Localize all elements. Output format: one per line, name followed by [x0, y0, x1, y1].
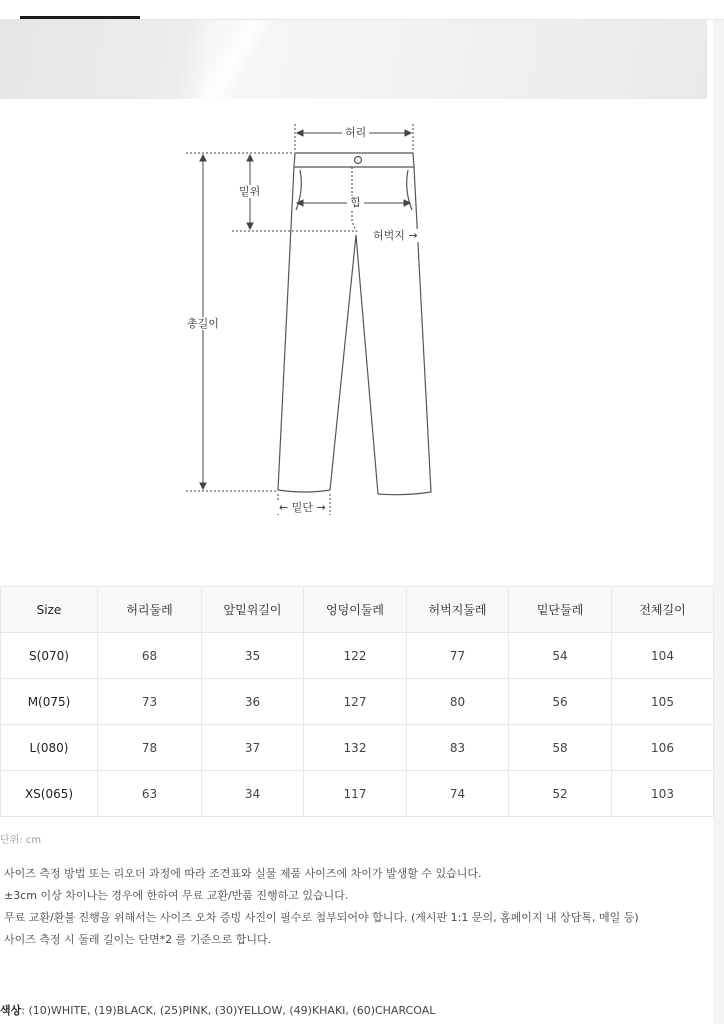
top-bar [0, 0, 724, 20]
header-size: Size [1, 587, 98, 633]
table-cell: 80 [407, 679, 509, 725]
table-cell: 34 [202, 771, 304, 817]
header-waist: 허리둘레 [98, 587, 202, 633]
table-cell: 83 [407, 725, 509, 771]
header-hem: 밑단둘레 [509, 587, 612, 633]
table-header-row [1, 587, 714, 633]
color-values: : (10)WHITE, (19)BLACK, (25)PINK, (30)YELLOW, (49)KHAKI, (60)CHARCOAL [21, 1004, 436, 1017]
size-notes [0, 866, 713, 954]
color-options [0, 1002, 435, 1018]
pants-outline-illustration [0, 110, 724, 530]
table-cell: 36 [202, 679, 304, 725]
table-cell: 58 [509, 725, 612, 771]
table-cell: 127 [304, 679, 407, 725]
table-cell: 56 [509, 679, 612, 725]
table-row [1, 679, 714, 725]
table-cell: 122 [304, 633, 407, 679]
table-cell: 73 [98, 679, 202, 725]
product-image-banner [0, 20, 707, 99]
size-chart-table [0, 586, 714, 817]
table-cell: 106 [612, 725, 714, 771]
table-cell: 77 [407, 633, 509, 679]
pants-size-diagram [0, 110, 724, 530]
table-cell: 52 [509, 771, 612, 817]
table-cell: 68 [98, 633, 202, 679]
size-cell: S(070) [1, 633, 98, 679]
waist-label: 허리 [342, 126, 369, 139]
table-row [1, 633, 714, 679]
note-line: 사이즈 측정 시 둘레 길이는 단면*2 를 기준으로 합니다. [4, 933, 272, 946]
thigh-label: 허벅지 → [370, 229, 421, 242]
size-cell: L(080) [1, 725, 98, 771]
table-cell: 37 [202, 725, 304, 771]
table-cell: 78 [98, 725, 202, 771]
table-cell: 35 [202, 633, 304, 679]
hip-label: 힙 [347, 196, 364, 209]
table-cell: 74 [407, 771, 509, 817]
table-cell: 103 [612, 771, 714, 817]
header-total-length: 전체길이 [612, 587, 714, 633]
fabric-highlight [182, 20, 278, 99]
table-cell: 63 [98, 771, 202, 817]
header-thigh: 허벅지둘레 [407, 587, 509, 633]
table-cell: 117 [304, 771, 407, 817]
header-front-rise: 앞밑위길이 [202, 587, 304, 633]
hem-label: ← 밑단 → [276, 501, 329, 514]
table-cell: 105 [612, 679, 714, 725]
total-length-label: 총길이 [184, 317, 222, 330]
unit-note: 단위: cm [0, 835, 42, 846]
table-row [1, 771, 714, 817]
size-cell: XS(065) [1, 771, 98, 817]
note-line: 사이즈 측정 방법 또는 리오더 과정에 따라 조견표와 실물 제품 사이즈에 차이가 발생할 수 있습니다. [4, 867, 482, 880]
note-line: ±3cm 이상 차이나는 경우에 한하여 무료 교환/반품 진행하고 있습니다. [4, 889, 349, 902]
header-hip: 엉덩이둘레 [304, 587, 407, 633]
table-row [1, 725, 714, 771]
color-label: 색상 [0, 1004, 22, 1017]
size-cell: M(075) [1, 679, 98, 725]
table-cell: 104 [612, 633, 714, 679]
rise-label: 밑위 [236, 185, 263, 198]
active-tab-indicator [20, 16, 140, 19]
table-cell: 54 [509, 633, 612, 679]
table-cell: 132 [304, 725, 407, 771]
note-line: 무료 교환/환불 진행을 위해서는 사이즈 오차 증빙 사진이 필수로 첨부되어야 합니다. (게시판 1:1 문의, 홈페이지 내 상담톡, 메일 등) [4, 911, 639, 924]
